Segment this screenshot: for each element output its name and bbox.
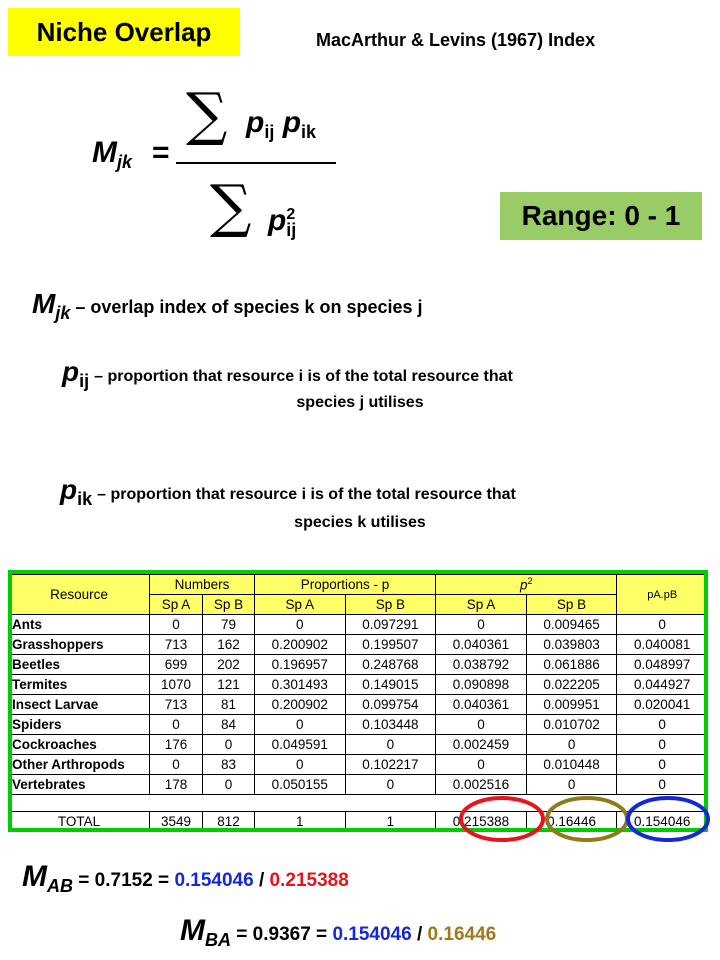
cell-pa: 0: [254, 755, 345, 775]
cell-pab: 0: [617, 775, 708, 795]
fraction-bar: [176, 162, 336, 164]
cell-pa: 0.200902: [254, 695, 345, 715]
cell-p2a: 0.002459: [436, 735, 527, 755]
circle-olive: [547, 798, 627, 840]
cell-pb: 0.102217: [345, 755, 436, 775]
cell-p2b: 0: [526, 775, 617, 795]
cell-nb: 162: [203, 635, 255, 655]
cell-p2a: 0.038792: [436, 655, 527, 675]
cell-pb: 0.149015: [345, 675, 436, 695]
cell-pab: 0.048997: [617, 655, 708, 675]
header-sp-a: Sp A: [150, 595, 203, 615]
cell-nb: 202: [203, 655, 255, 675]
cell-p2a: 0.040361: [436, 695, 527, 715]
cell-pab: 0.040081: [617, 635, 708, 655]
cell-pab: 0: [617, 735, 708, 755]
definition-pij: pij – proportion that resource i is of the total resource that: [62, 356, 513, 391]
header-sp-b: Sp B: [345, 595, 436, 615]
cell-pb: 0: [345, 775, 436, 795]
cell-resource: Beetles: [9, 655, 150, 675]
cell-p2a: 0: [436, 715, 527, 735]
definition-mjk: Mjk – overlap index of species k on species j: [32, 288, 423, 323]
header-sp-a: Sp A: [254, 595, 345, 615]
subtitle: MacArthur & Levins (1967) Index: [316, 30, 596, 50]
cell-pa: 0.301493: [254, 675, 345, 695]
header-sp-b: Sp B: [526, 595, 617, 615]
cell-nb: 0: [203, 735, 255, 755]
cell-resource: Grasshoppers: [9, 635, 150, 655]
cell-na: 1070: [150, 675, 203, 695]
table-row: [9, 615, 708, 635]
cell-p2a: 0.002516: [436, 775, 527, 795]
formula-numerator: $p_{ij}$ $p_{ik}$: [246, 106, 317, 142]
cell-resource: Spiders: [9, 715, 150, 735]
cell-nb: 84: [203, 715, 255, 735]
circle-red: [461, 798, 543, 840]
cell-pa: 0.049591: [254, 735, 345, 755]
cell-pb: 0.199507: [345, 635, 436, 655]
cell-p2b: 0: [526, 735, 617, 755]
cell-total-p2a: 0.215388: [436, 812, 527, 832]
sum-symbol-numerator: ∑: [186, 80, 228, 148]
highlight-circles: [0, 790, 720, 850]
page-title: Niche Overlap: [8, 8, 240, 56]
sum-symbol-denominator: ∑: [210, 172, 252, 240]
cell-pa: 0.196957: [254, 655, 345, 675]
cell-pa: 0.200902: [254, 635, 345, 655]
formula: [0, 80, 400, 260]
cell-pb: 0: [345, 735, 436, 755]
header-pa-pb: pA.pB: [617, 575, 708, 615]
cell-pb: 0.097291: [345, 615, 436, 635]
cell-p2a: 0.040361: [436, 635, 527, 655]
result-mab: MAB = 0.7152 = 0.154046 / 0.215388: [22, 860, 349, 896]
cell-pa: 0: [254, 715, 345, 735]
cell-pb: 0.099754: [345, 695, 436, 715]
cell-na: 713: [150, 635, 203, 655]
cell-pa: 0.050155: [254, 775, 345, 795]
cell-pab: 0: [617, 755, 708, 775]
cell-resource: Vertebrates: [9, 775, 150, 795]
table-row: [9, 715, 708, 735]
table-row: [9, 655, 708, 675]
header-resource: Resource: [9, 575, 150, 615]
cell-resource: Other Arthropods: [9, 755, 150, 775]
table-row: [9, 635, 708, 655]
table-header-row-1: [9, 575, 708, 595]
cell-nb: 121: [203, 675, 255, 695]
cell-total-nb: 812: [203, 812, 255, 832]
cell-p2b: 0.009465: [526, 615, 617, 635]
cell-pa: 0: [254, 615, 345, 635]
cell-na: 713: [150, 695, 203, 715]
cell-p2a: 0.090898: [436, 675, 527, 695]
cell-resource: Ants: [9, 615, 150, 635]
cell-total-pa: 1: [254, 812, 345, 832]
cell-total-p2b: 0.16446: [526, 812, 617, 832]
header-p-squared: $p^2$: [436, 575, 617, 595]
circle-blue: [628, 798, 708, 840]
table-row: [9, 695, 708, 715]
definition-pik: pik – proportion that resource i is of the total resource that: [60, 474, 516, 509]
cell-total-label: TOTAL: [9, 812, 150, 832]
cell-resource: Termites: [9, 675, 150, 695]
cell-pab: 0.020041: [617, 695, 708, 715]
cell-na: 0: [150, 715, 203, 735]
cell-p2b: 0.010702: [526, 715, 617, 735]
cell-na: 178: [150, 775, 203, 795]
table-row: [9, 755, 708, 775]
cell-na: 176: [150, 735, 203, 755]
header-proportions: Proportions - p: [254, 575, 435, 595]
header-numbers: Numbers: [150, 575, 255, 595]
cell-nb: 81: [203, 695, 255, 715]
table-row: [9, 675, 708, 695]
cell-p2b: 0.009951: [526, 695, 617, 715]
formula-equals: =: [152, 136, 170, 169]
cell-p2a: 0: [436, 755, 527, 775]
cell-resource: Cockroaches: [9, 735, 150, 755]
header-sp-b: Sp B: [203, 595, 255, 615]
cell-pab: 0: [617, 715, 708, 735]
cell-p2b: 0.022205: [526, 675, 617, 695]
cell-pb: 0.248768: [345, 655, 436, 675]
table-row: [9, 735, 708, 755]
cell-pb: 0.103448: [345, 715, 436, 735]
cell-nb: 0: [203, 775, 255, 795]
cell-nb: 83: [203, 755, 255, 775]
cell-pab: 0: [617, 615, 708, 635]
formula-lhs: $M_{jk}$: [92, 136, 133, 172]
range-badge: Range: 0 - 1: [500, 192, 702, 240]
cell-resource: Insect Larvae: [9, 695, 150, 715]
cell-p2b: 0.010448: [526, 755, 617, 775]
definition-pij-line2: species j utilises: [296, 394, 424, 411]
cell-p2b: 0.039803: [526, 635, 617, 655]
cell-na: 699: [150, 655, 203, 675]
cell-p2b: 0.061886: [526, 655, 617, 675]
cell-nb: 79: [203, 615, 255, 635]
cell-total-pb: 1: [345, 812, 436, 832]
cell-total-pab: 0.154046: [617, 812, 708, 832]
cell-na: 0: [150, 615, 203, 635]
cell-na: 0: [150, 755, 203, 775]
cell-total-na: 3549: [150, 812, 203, 832]
cell-pab: 0.044927: [617, 675, 708, 695]
cell-p2a: 0: [436, 615, 527, 635]
definition-pik-line2: species k utilises: [294, 514, 426, 531]
formula-denominator: $p^2_{ij}$: [268, 204, 297, 240]
result-mba: MBA = 0.9367 = 0.154046 / 0.16446: [180, 914, 497, 950]
header-sp-a: Sp A: [436, 595, 527, 615]
